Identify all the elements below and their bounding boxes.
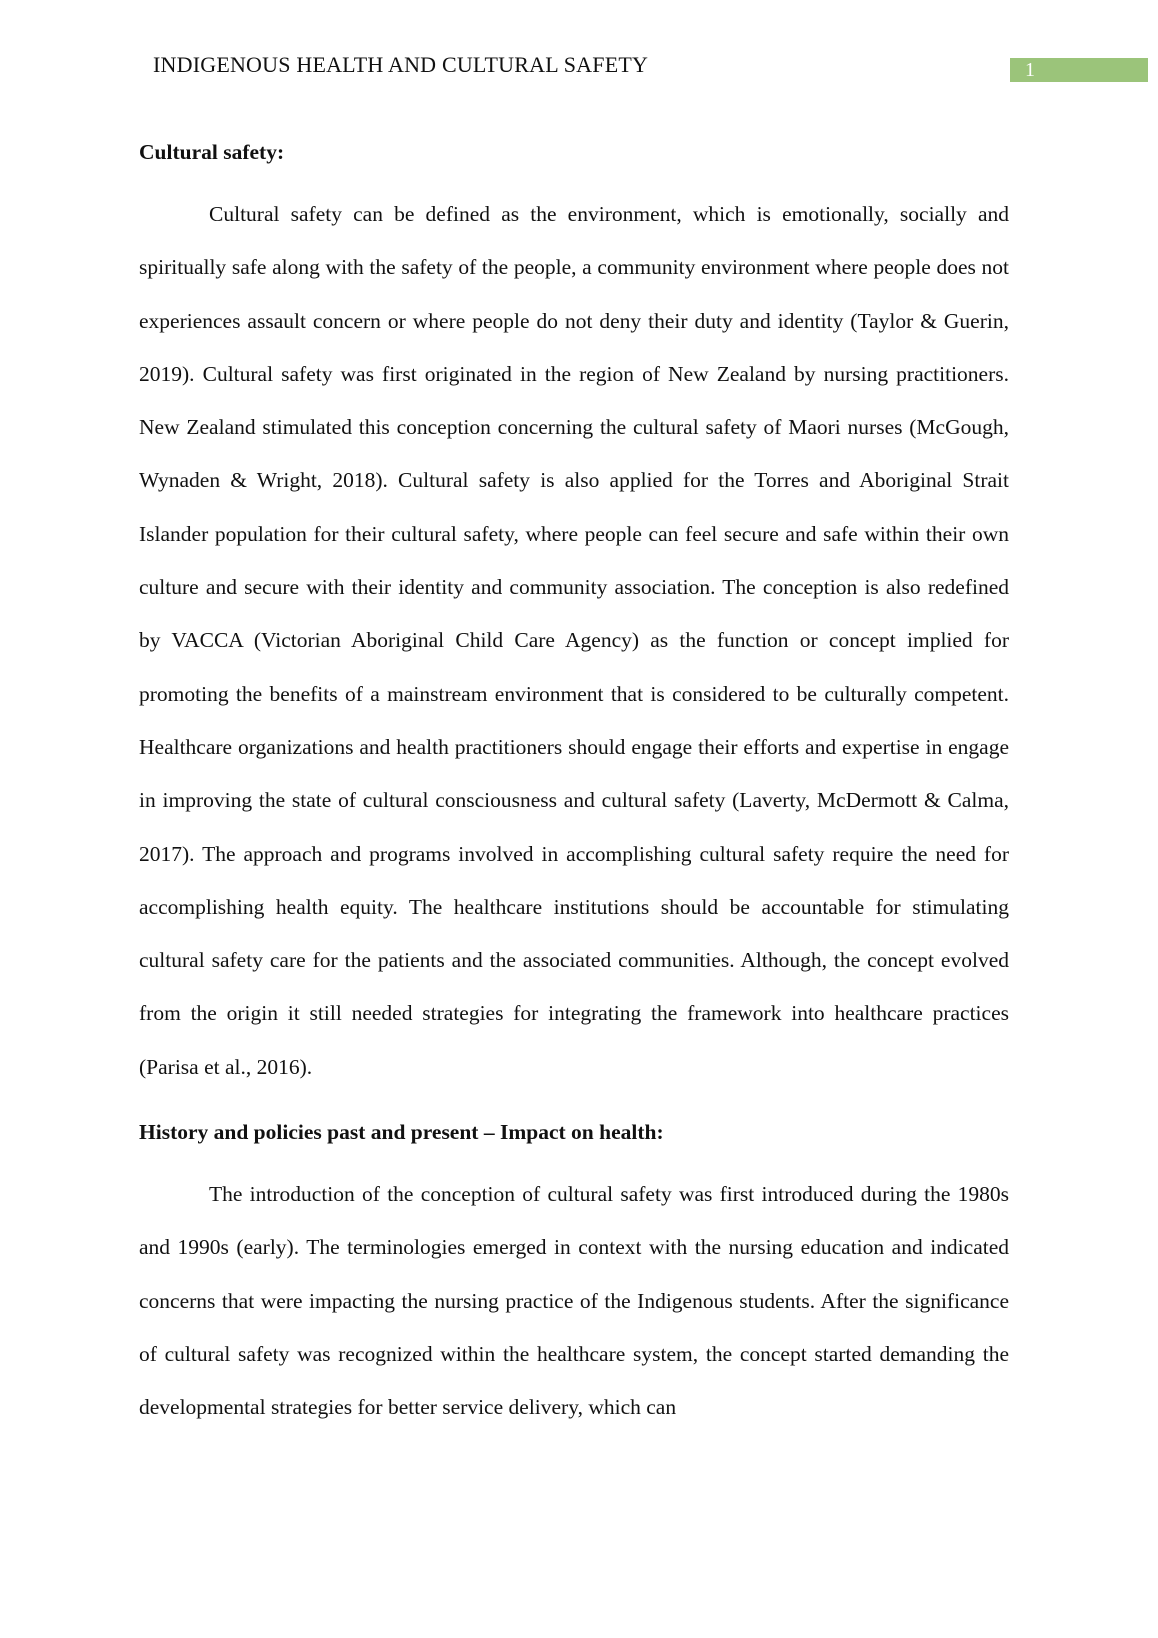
paragraph-history-policies: The introduction of the conception of cultural safety was first introduced during the 1980s and 1990s (early). The terminologies emerged in context with the nursing education and indicated concerns that were impacting the nursing practice of the Indigenous students. After the significance of cultural safety was recognized within the healthcare system, the concept started demanding the developmental strategies for better service delivery, which can bbox=[139, 1182, 1009, 1420]
page-number: 1 bbox=[1010, 58, 1148, 82]
document-body bbox=[139, 136, 1009, 1435]
running-header: INDIGENOUS HEALTH AND CULTURAL SAFETY bbox=[153, 52, 649, 77]
section-heading-history-policies: History and policies past and present – Impact on health: bbox=[139, 1120, 664, 1145]
paragraph-cultural-safety: Cultural safety can be defined as the environment, which is emotionally, socially and spiritually safe along with the safety of the people, a community environment where people does not experiences assault concern or where people do not deny their duty and identity (Taylor & Guerin, 2019). Cultural safety was first originated in the region of New Zealand by nursing practitioners. New Zealand stimulated this conception concerning the cultural safety of Maori nurses (McGough, Wynaden & Wright, 2018). Cultural safety is also applied for the Torres and Aboriginal Strait Islander population for their cultural safety, where people can feel secure and safe within their own culture and secure with their identity and community association. The conception is also redefined by VACCA (Victorian Aboriginal Child Care Agency) as the function or concept implied for promoting the benefits of a mainstream environment that is considered to be culturally competent. Healthcare organizations and health practitioners should engage their efforts and expertise in engage in improving the state of cultural consciousness and cultural safety (Laverty, McDermott & Calma, 2017). The approach and programs involved in accomplishing cultural safety require the need for accomplishing health equity. The healthcare institutions should be accountable for stimulating cultural safety care for the patients and the associated communities. Although, the concept evolved from the origin it still needed strategies for integrating the framework into healthcare practices (Parisa et al., 2016). bbox=[139, 202, 1009, 1079]
section-heading-cultural-safety: Cultural safety: bbox=[139, 140, 285, 164]
